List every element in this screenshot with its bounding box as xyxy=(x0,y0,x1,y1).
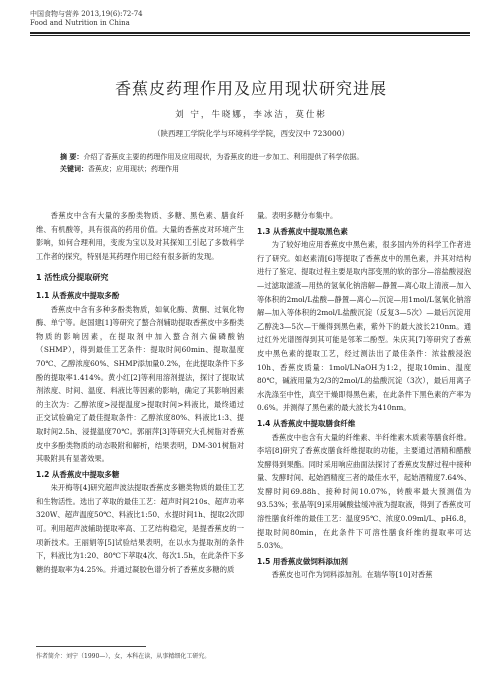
right-column xyxy=(257,209,471,582)
paragraph-dietary-fiber: 香蕉皮中也含有大量的纤维素、半纤维素木质素等膳食纤维。李培[8]研究了香蕉皮膳食纤维提取的功能，主要通过酒精和醋酸发酵得到果酯。同时采用响应曲面法探讨了香蕉皮发酵过程中接种量、发酵时间、起始酒精度三者的最佳水平，起始酒精度7.64%、发酵时间69.88h、接种时间10.07%，转酸率最大预测值为93.53%；张晶等[9]采用碱酸盐缓冲液为提取液，得到了香蕉皮可溶性膳食纤维的最佳工艺：温度95℃、浓度0.09ml/L、pH6.8，提取时间80min，在此条件下可溶性膳食纤维的提取率可达5.03%。 xyxy=(257,432,471,551)
abstract-line xyxy=(60,151,452,163)
abstract-text: 介绍了香蕉皮主要的药理作用及应用现状，为香蕉皮的进一步加工、利用提供了科学依据。 xyxy=(83,153,364,161)
article-authors: 刘 宁，牛晓娜，李冰洁，莫仕彬 xyxy=(175,110,327,120)
intro-paragraph: 香蕉皮中含有大量的多酚类物质、多糖、黑色素、膳食纤维、有机酸等，具有很高的药用价值。大量的香蕉皮对环境产生影响，如何合理利用，变废为宝以及对其探知工引起了多数科学工作者的探究，特别是其药理作用已经有很多新的发现。 xyxy=(36,211,244,261)
paragraph-melanin: 为了较好地应用香蕉皮中黑色素，很多国内外的科学工作者进行了研究。如赵素清[6]等提取了香蕉皮中的黑色素，并其对结构进行了鉴定、提取过程主要是取内部变黑的软的部分—溶盐酸浸泡—过滤取滤渣—用热的氢氧化钠溶解—静置—离心取上清液—加入等体积的2mol/L盐酸—静置—离心—沉淀—用1mol/L氢氧化钠溶解—加入等体积的2mol/L盐酸沉淀（反复3—5次）—最后沉淀用乙醇洗3—5次—干燥得到黑色素，紫外下的最大波长210nm。通过红外光谱图得到其可能是邻苯二酚型。朱庆其[7]等研究了香蕉皮中黑色素的提取工艺，经过测法出了最佳条件：浓盐酸浸泡10h、香蕉皮质量：1mol/LNaOH为1:2，提取10min、温度80℃，碱液用量为2/3的2mol/L的盐酸沉淀（3次），最后用离子水洗涤至中性，真空干燥即得黑色素，在此条件下黑色素的产率为0.6%。并测得了黑色素的最大波长为410nm。 xyxy=(257,240,471,413)
paragraph-polysaccharides: 朱开梅等[4]研究超声波法提取香蕉皮多糖类物质的最佳工艺和生物活性。选出了萃取的最佳工艺：超声时间210s、超声功率320W、超声温度50℃、料液比1:50、水提时间1h、提取2次即可。利用超声波辅助提取率高、工艺结构稳定，是提香蕉皮的一项新技术。王丽娟等[5]试验结果表明，在以水为提取剂的条件下，料液比为1:20、80℃下萃取4次、每次1.5h，在此条件下多糖的提取率为4.25%。并通过凝胶色谱分析了香蕉皮多糖的质 xyxy=(36,483,245,574)
section-heading-1: 1 活性成分提取研究 xyxy=(36,273,109,283)
journal-header xyxy=(30,10,143,28)
subsection-heading-1-4: 1.4 从香蕉皮中提取膳食纤维 xyxy=(257,418,356,428)
keywords-text: 香蕉皮；应用现状；药理作用 xyxy=(88,165,179,173)
subsection-heading-1-2: 1.2 从香蕉皮中提取多糖 xyxy=(36,469,120,479)
abstract-label: 摘 要： xyxy=(60,153,84,161)
header-rule-thin xyxy=(30,35,470,36)
article-title: 香蕉皮药理作用及应用现状研究进展 xyxy=(114,79,387,98)
header-rule-thick xyxy=(30,32,470,34)
keywords-label: 关键词： xyxy=(60,165,88,173)
left-column xyxy=(36,209,244,576)
paragraph-continued: 量。表明多糖分布集中。 xyxy=(257,211,338,220)
abstract-block xyxy=(60,151,452,175)
journal-name-english: Food and Nutrition in China xyxy=(30,19,130,27)
paragraph-feed-additive: 香蕉皮也可作为饲料添加剂。在瑞华等[10]对香蕉 xyxy=(271,570,433,580)
keywords-line xyxy=(60,163,452,175)
footnote-rule xyxy=(36,646,146,647)
journal-citation: 中国食物与营养 2013,19(6):72-74 xyxy=(30,10,143,18)
subsection-heading-1-3: 1.3 从香蕉皮中提取黑色素 xyxy=(257,226,348,236)
paragraph-polyphenols: 香蕉皮中含有多种多酚类物质，如氧化酶、黄酮、过氧化物酶、单宁等。赵国建[1]等研究了螯合剂辅助提取香蕉皮中多酚类物质的影响因素，在提取剂中加入螯合剂六偏磷酸钠（SHMP），得到最佳工艺条件：提取时间60min、提取温度70℃、乙醇浓度60%、SHMP添加量0.2%，在此提取条件下多酚的提取率1.414%。黄小红[2]等利用溶剂提法，探讨了提取试剂浓度、时间、温度、料液比等因素的影响，确定了其影响因素的主次为：乙醇浓度>浸提温度>提取时间>料液比，最终通过正交试验确定了最佳提取条件：乙醇浓度80%、料液比1:3、提取时间2.5h、浸提温度70℃。郭丽萍[3]等研究大孔树脂对香蕉皮中多酚类物质的动态吸附和解析，结果表明，DM-301树脂对其吸附具有显著效果。 xyxy=(36,304,244,464)
author-footnote: 作者简介：刘宁（1990—），女，本科在读，从事精细化工研究。 xyxy=(36,653,211,660)
subsection-heading-1-5: 1.5 用香蕉皮做饲料添加剂 xyxy=(257,556,348,566)
subsection-heading-1-1: 1.1 从香蕉皮中提取多酚 xyxy=(36,290,120,300)
article-affiliation: （陕西理工学院化学与环境科学学院，西安汉中 723000） xyxy=(152,129,349,138)
